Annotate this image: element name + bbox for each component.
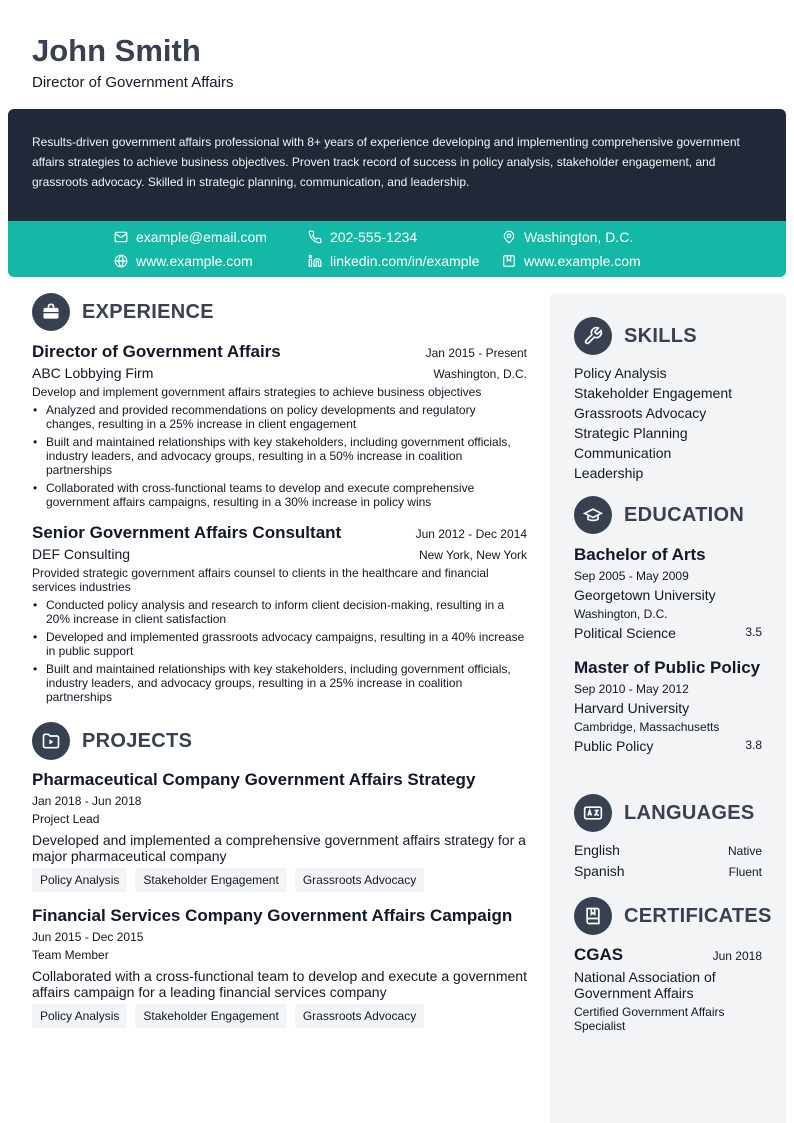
skill-tag: Policy Analysis <box>32 1004 127 1028</box>
edu-location: Cambridge, Massachusetts <box>574 720 720 734</box>
contact-location <box>502 229 633 245</box>
job-bullets <box>32 598 527 704</box>
project-tags <box>32 1004 527 1028</box>
edu-field-row <box>574 625 762 641</box>
language-row <box>574 861 762 882</box>
cert-org: National Association of Government Affairs <box>574 969 716 1001</box>
education-title: EDUCATION <box>624 503 745 526</box>
cert-name: CGAS <box>574 945 624 964</box>
wrench-icon <box>574 317 612 355</box>
skill-item: Stakeholder Engagement <box>574 385 732 401</box>
languages-list <box>574 840 762 882</box>
education-entry <box>574 544 762 641</box>
edu-school: Harvard University <box>574 700 690 716</box>
graduation-cap-icon <box>574 496 612 534</box>
projects-header <box>32 722 527 760</box>
folder-icon <box>32 722 70 760</box>
contact-portfolio[interactable] <box>502 253 641 269</box>
job-bullet: • Analyzed and provided recommendations on policy developments and regulatory changes, resulting in a 25% increase in client engagement <box>32 403 527 431</box>
contact-website-text: www.example.com <box>136 253 253 269</box>
mail-icon <box>114 230 128 244</box>
language-level: Fluent <box>728 865 762 879</box>
certificate-entry <box>574 945 762 1033</box>
contact-phone[interactable] <box>308 229 417 245</box>
job-description: Develop and implement government affairs strategies to achieve business objectives <box>32 385 482 399</box>
cert-date: Jun 2018 <box>712 949 762 963</box>
languages-title: LANGUAGES <box>624 801 755 824</box>
edu-gpa: 3.5 <box>745 625 762 639</box>
map-pin-icon <box>502 230 516 244</box>
project-entry <box>32 770 527 892</box>
job-bullet: • Developed and implemented grassroots advocacy campaigns, resulting in a 40% increase in public support <box>32 630 527 658</box>
cert-description: Certified Government Affairs Specialist <box>574 1005 725 1033</box>
job-description: Provided strategic government affairs counsel to clients in the healthcare and financial services industries <box>32 566 489 594</box>
project-title: Pharmaceutical Company Government Affairs Strategy <box>32 770 476 789</box>
job-bullet: • Conducted policy analysis and research to inform client decision-making, resulting in a 20% increase in client satisfaction <box>32 598 527 626</box>
phone-icon <box>308 230 322 244</box>
job-entry <box>32 523 527 704</box>
contact-portfolio-text: www.example.com <box>524 253 641 269</box>
sidebar-column <box>550 293 786 1123</box>
skill-tag: Grassroots Advocacy <box>295 1004 424 1028</box>
project-role: Team Member <box>32 948 109 962</box>
education-header <box>574 496 762 534</box>
skill-item: Strategic Planning <box>574 425 688 441</box>
candidate-title: Director of Government Affairs <box>32 74 234 91</box>
skills-title: SKILLS <box>624 324 697 347</box>
education-section <box>574 496 762 754</box>
skills-header <box>574 317 762 355</box>
resume-header <box>32 32 233 91</box>
skill-item: Grassroots Advocacy <box>574 405 707 421</box>
candidate-name: John Smith <box>32 33 201 68</box>
contact-location-text: Washington, D.C. <box>524 229 634 245</box>
project-title: Financial Services Company Government Affairs Campaign <box>32 906 513 925</box>
skill-tag: Grassroots Advocacy <box>295 868 424 892</box>
contact-band <box>8 221 786 277</box>
job-bullet: • Collaborated with cross-functional teams to develop and execute comprehensive government affairs campaigns, resulting in a 30% increase in policy wins <box>32 481 527 509</box>
contact-email-text: example@email.com <box>136 229 267 245</box>
job-company: ABC Lobbying Firm <box>32 365 154 381</box>
skill-tag: Stakeholder Engagement <box>135 868 286 892</box>
project-date: Jun 2015 - Dec 2015 <box>32 930 144 944</box>
experience-title: EXPERIENCE <box>82 300 214 323</box>
job-location: Washington, D.C. <box>433 367 527 381</box>
job-entry <box>32 342 527 509</box>
project-date: Jan 2018 - Jun 2018 <box>32 794 142 808</box>
edu-degree: Bachelor of Arts <box>574 545 706 564</box>
language-name: Spanish <box>574 863 625 879</box>
edu-location: Washington, D.C. <box>574 607 668 621</box>
job-location: New York, New York <box>418 548 527 562</box>
skills-list <box>574 363 762 483</box>
job-bullets <box>32 403 527 509</box>
certificates-title: CERTIFICATES <box>624 904 772 927</box>
project-description: Developed and implemented a comprehensive government affairs strategy for a major pharmaceutical company <box>32 832 526 864</box>
experience-header <box>32 293 527 331</box>
skills-section <box>574 317 762 483</box>
job-company: DEF Consulting <box>32 546 131 562</box>
job-date: Jun 2012 - Dec 2014 <box>415 527 527 541</box>
project-entry <box>32 906 527 1028</box>
edu-gpa: 3.8 <box>745 738 762 752</box>
edu-field: Political Science <box>574 625 676 641</box>
edu-degree: Master of Public Policy <box>574 658 761 677</box>
skill-item: Communication <box>574 445 672 461</box>
contact-linkedin-text: linkedin.com/in/example <box>330 253 480 269</box>
skill-item: Policy Analysis <box>574 365 667 381</box>
job-title: Director of Government Affairs <box>32 342 281 361</box>
edu-school: Georgetown University <box>574 587 716 603</box>
job-date: Jan 2015 - Present <box>425 346 527 360</box>
contact-email[interactable] <box>114 229 267 245</box>
certificates-section <box>574 897 772 1033</box>
summary-text: Results-driven government affairs professional with 8+ years of experience developing and implementing comprehensive government affairs strategies to achieve business objectives. Proven track record of success in policy analysis, stakeholder engagement, and grassroots advocacy. Skilled in strategic planning, communication, and leadership. <box>32 135 740 189</box>
project-role: Project Lead <box>32 812 100 826</box>
contact-linkedin[interactable] <box>308 253 479 269</box>
project-tags <box>32 868 527 892</box>
education-entry <box>574 657 762 754</box>
projects-title: PROJECTS <box>82 729 193 752</box>
skill-tag: Stakeholder Engagement <box>135 1004 286 1028</box>
job-bullet: • Built and maintained relationships with key stakeholders, including government officials, industry leaders, and advocacy groups, resulting in a 25% increase in coalition partnerships <box>32 662 527 704</box>
skill-item: Leadership <box>574 465 644 481</box>
certificates-header <box>574 897 772 935</box>
language-row <box>574 840 762 861</box>
languages-header <box>574 794 762 832</box>
summary-band <box>8 109 786 221</box>
linkedin-icon <box>308 254 322 268</box>
language-name: English <box>574 842 620 858</box>
edu-date: Sep 2005 - May 2009 <box>574 569 689 583</box>
edu-field-row <box>574 738 762 754</box>
contact-phone-text: 202-555-1234 <box>330 229 418 245</box>
contact-website[interactable] <box>114 253 253 269</box>
job-bullet: • Built and maintained relationships with key stakeholders, including government officials, industry leaders, and advocacy groups, resulting in a 50% increase in coalition partnerships <box>32 435 527 477</box>
project-description: Collaborated with a cross-functional team to develop and execute a government affairs campaign for a leading financial services company <box>32 968 527 1000</box>
edu-date: Sep 2010 - May 2012 <box>574 682 689 696</box>
edu-field: Public Policy <box>574 738 654 754</box>
languages-section <box>574 794 762 882</box>
translate-icon <box>574 794 612 832</box>
portfolio-icon <box>502 254 516 268</box>
briefcase-icon <box>32 293 70 331</box>
globe-icon <box>114 254 128 268</box>
skill-tag: Policy Analysis <box>32 868 127 892</box>
book-icon <box>574 897 612 935</box>
language-level: Native <box>727 844 762 858</box>
main-column <box>32 293 527 1028</box>
job-title: Senior Government Affairs Consultant <box>32 523 342 542</box>
